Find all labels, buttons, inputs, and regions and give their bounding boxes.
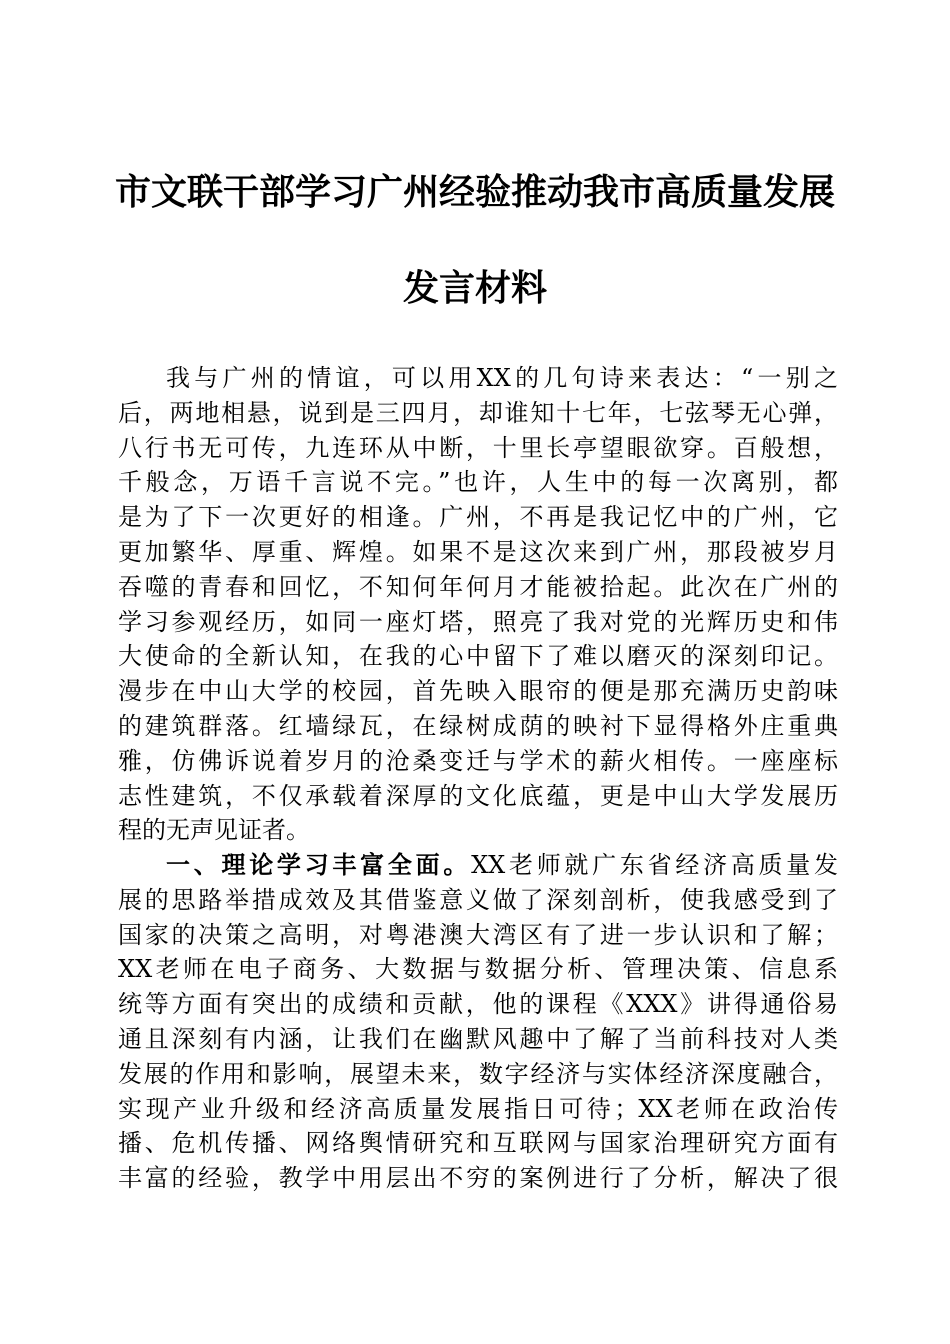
paragraph-line: 吞噬的青春和回忆，不知何年何月才能被拾起。此次在广州的 — [118, 572, 838, 601]
paragraph-line: 更加繁华、厚重、辉煌。如果不是这次来到广州，那段被岁月 — [118, 537, 838, 566]
paragraph-line: 我与广州的情谊，可以用XX的几句诗来表达：“一别之 — [166, 364, 838, 392]
paragraph-line: 千般念，万语千言说不完。”也许，人生中的每一次离别，都 — [118, 468, 838, 497]
section-theory-study — [118, 848, 838, 1196]
paragraph-line: 志性建筑，不仅承载着深厚的文化底蕴，更是中山大学发展历 — [118, 781, 838, 810]
section-heading: 一、理论学习丰富全面。 — [166, 850, 472, 879]
paragraph-line: 实现产业升级和经济高质量发展指日可待；XX老师在政治传 — [118, 1094, 838, 1123]
paragraph-line: 发展的作用和影响，展望未来，数字经济与实体经济深度融合， — [118, 1059, 838, 1088]
paragraph-line: 展的思路举措成效及其借鉴意义做了深刻剖析，使我感受到了 — [118, 885, 838, 914]
paragraph-line: 播、危机传播、网络舆情研究和互联网与国家治理研究方面有 — [118, 1129, 838, 1158]
paragraph-line: 学习参观经历，如同一座灯塔，照亮了我对党的光辉历史和伟 — [118, 607, 838, 636]
section-first-line — [118, 848, 838, 883]
paragraph-line: 后，两地相悬，说到是三四月，却谁知十七年，七弦琴无心弹， — [118, 398, 838, 427]
paragraph-line: 漫步在中山大学的校园，首先映入眼帘的便是那充满历史韵味 — [118, 677, 838, 706]
paragraph-line: 丰富的经验，教学中用层出不穷的案例进行了分析，解决了很 — [118, 1164, 838, 1193]
paragraph-intro — [118, 361, 838, 848]
paragraph-line: 雅，仿佛诉说着岁月的沧桑变迁与学术的薪火相传。一座座标 — [118, 746, 838, 775]
paragraph-line: 的建筑群落。红墙绿瓦，在绿树成荫的映衬下显得格外庄重典 — [118, 711, 838, 740]
paragraph-line: 八行书无可传，九连环从中断，十里长亭望眼欲穿。百般想， — [118, 433, 838, 462]
paragraph-line: 是为了下一次更好的相逢。广州，不再是我记忆中的广州，它 — [118, 503, 838, 532]
paragraph-line: 程的无声见证者。 — [118, 816, 310, 845]
paragraph-line: 统等方面有突出的成绩和贡献，他的课程《XXX》讲得通俗易 — [118, 990, 838, 1019]
section-first-line-text: XX老师就广东省经济高质量发 — [471, 851, 838, 879]
paragraph-line: 通且深刻有内涵，让我们在幽默风趣中了解了当前科技对人类 — [118, 1024, 838, 1053]
paragraph-line: 国家的决策之高明，对粤港澳大湾区有了进一步认识和了解； — [118, 920, 838, 949]
document-title-line-1: 市文联干部学习广州经验推动我市高质量发展 — [114, 171, 835, 213]
document-title-line-2: 发言材料 — [402, 267, 547, 309]
paragraph-line: 大使命的全新认知，在我的心中留下了难以磨灭的深刻印记。 — [118, 642, 838, 671]
paragraph-line: XX老师在电子商务、大数据与数据分析、管理决策、信息系 — [118, 955, 838, 984]
